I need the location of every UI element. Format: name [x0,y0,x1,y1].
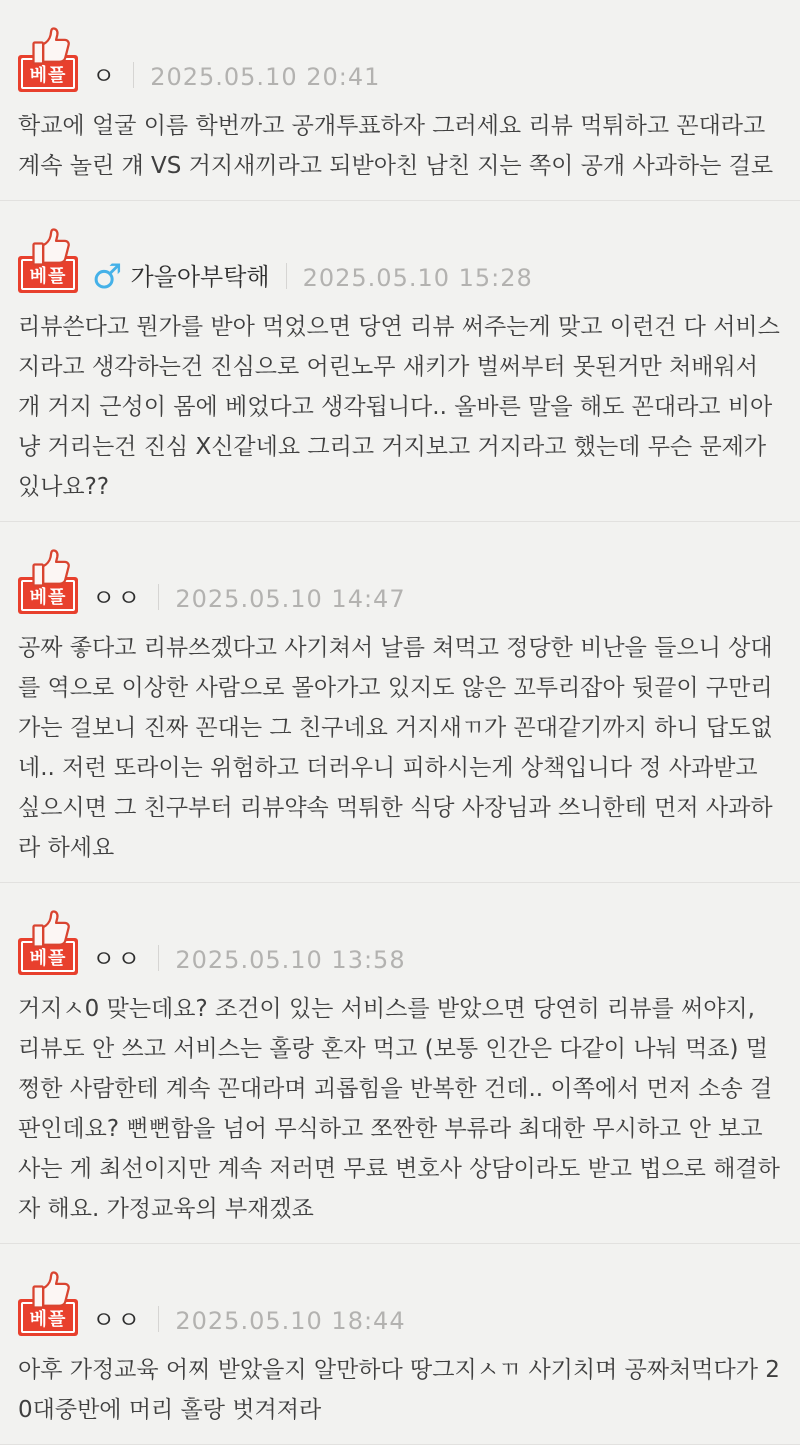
comment-header [18,1270,780,1336]
best-reply-badge [18,227,80,293]
best-reply-badge [18,1270,80,1336]
comment-timestamp: 2025.05.10 18:44 [175,1307,406,1335]
comment-timestamp: 2025.05.10 13:58 [175,946,406,974]
best-reply-label: 베플 [21,941,75,972]
thumbs-up-icon [30,547,72,589]
best-reply-label: 베플 [21,58,75,89]
male-icon: ♂ [92,257,123,298]
header-divider [286,263,287,289]
best-reply-badge [18,909,80,975]
comment-body-text: 아후 가정교육 어찌 받았을지 알만하다 땅그지ㅅㄲ 사기치며 공짜처먹다가 20대중반에 머리 홀랑 벗겨져라 [18,1357,780,1423]
comment-item [0,0,800,201]
comment-body-text: 리뷰쓴다고 뭔가를 받아 먹었으면 당연 리뷰 써주는게 맞고 이런건 다 서비스지라고 생각하는건 진심으로 어린노무 새키가 벌써부터 못된거만 처배워서 개 거지 근성이 몸에 베었다고 생각됩니다.. 올바른 말을 해도 꼰대라고 비아냥 거리는건 진심 X신같네요 그리고 거지보고 거지라고 했는데 무슨 문제가 있나요?? [18,314,780,500]
comment-timestamp: 2025.05.10 15:28 [302,264,533,292]
header-divider [158,584,159,610]
thumbs-up-icon [30,1269,72,1311]
comment-username: ㅇ [92,62,118,90]
thumbs-up-icon [30,25,72,67]
best-reply-badge [18,548,80,614]
header-divider [158,1306,159,1332]
comment-item [0,883,800,1244]
header-divider [133,62,134,88]
comment-body-text: 공짜 좋다고 리뷰쓰겠다고 사기쳐서 날름 쳐먹고 정당한 비난을 들으니 상대를 역으로 이상한 사람으로 몰아가고 있지도 않은 꼬투리잡아 뒷끝이 구만리 가는 걸보니 진짜 꼰대는 그 친구네요 거지새ㄲ가 꼰대같기까지 하니 답도없네.. 저런 또라이는 위험하고 더러우니 피하시는게 상책입니다 정 사과받고 싶으시면 그 친구부터 리뷰약속 먹튀한 식당 사장님과 쓰니한테 먼저 사과하라 하세요 [18,635,773,861]
comment-item [0,1244,800,1445]
comment-timestamp: 2025.05.10 20:41 [150,63,381,91]
comment-body-text: 학교에 얼굴 이름 학번까고 공개투표하자 그러세요 리뷰 먹튀하고 꼰대라고 계속 놀린 걔 VS 거지새끼라고 되받아친 남친 지는 쪽이 공개 사과하는 걸로 [18,113,774,179]
thumbs-up-icon [30,908,72,950]
best-reply-badge [18,26,80,92]
comment-item [0,522,800,883]
comment-header [18,909,780,975]
best-reply-label: 베플 [21,259,75,290]
comment-username: 가을아부탁해 [130,263,270,291]
comment-username: ㅇㅇ [92,945,143,973]
comment-username: ㅇㅇ [92,1306,143,1334]
comment-header [18,227,780,298]
thumbs-up-icon [30,226,72,268]
comment-body-text: 거지ㅅ0 맞는데요? 조건이 있는 서비스를 받았으면 당연히 리뷰를 써야지, 리뷰도 안 쓰고 서비스는 홀랑 혼자 먹고 (보통 인간은 다같이 나눠 먹죠) 멀쩡한 사람한테 계속 꼰대라며 괴롭힘을 반복한 건데.. 이쪽에서 먼저 소송 걸 판인데요? 뻔뻔함을 넘어 무식하고 쪼짠한 부류라 최대한 무시하고 안 보고 사는 게 최선이지만 계속 저러면 무료 변호사 상담이라도 받고 법으로 해결하자 해요. 가정교육의 부재겠죠 [18,996,780,1222]
comment-username: ㅇㅇ [92,584,143,612]
comment-timestamp: 2025.05.10 14:47 [175,585,406,613]
comment-header [18,548,780,614]
best-reply-label: 베플 [21,1302,75,1333]
best-reply-label: 베플 [21,580,75,611]
comment-item [0,201,800,522]
comment-header [18,26,780,92]
header-divider [158,945,159,971]
